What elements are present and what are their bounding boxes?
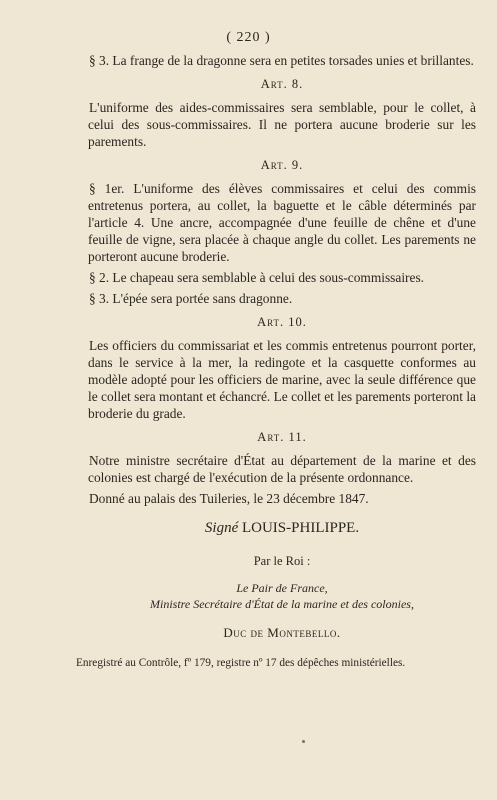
par-le-roi: Par le Roi : bbox=[253, 554, 311, 568]
registration-note: Enregistré au Contrôle, fº 179, registre nº 17 des dépêches ministérielles. bbox=[76, 657, 406, 669]
page-body bbox=[76, 52, 476, 672]
signe-name: LOUIS-PHILIPPE. bbox=[241, 520, 360, 536]
paragraph-chapeau: § 2. Le chapeau sera semblable à celui des sous-commissaires. bbox=[89, 270, 425, 285]
paragraph-donne: Donné au palais des Tuileries, le 23 décembre 1847. bbox=[89, 491, 369, 506]
paragraph-aides-commissaires: L'uniforme des aides-commissaires sera semblable, pour le collet, à celui des sous-commissaires. Il ne portera aucune broderie sur les parements. bbox=[88, 100, 476, 149]
page-number: ( 220 ) bbox=[226, 30, 271, 45]
article-heading-10: Art. 10. bbox=[257, 315, 307, 329]
article-heading-8: Art. 8. bbox=[260, 77, 304, 91]
article-heading-9: Art. 9. bbox=[260, 158, 304, 172]
signe-word: Signé bbox=[204, 520, 239, 536]
pair-de-france: Le Pair de France, bbox=[236, 581, 328, 595]
ink-dot bbox=[302, 740, 305, 743]
paragraph-epee: § 3. L'épée sera portée sans dragonne. bbox=[89, 291, 293, 306]
duc-de-montebello: Duc de Montebello. bbox=[223, 625, 341, 640]
pair-de-france-block bbox=[88, 580, 476, 612]
signature-line bbox=[88, 520, 476, 537]
article-heading-11: Art. 11. bbox=[257, 430, 307, 444]
paragraph-officiers: Les officiers du commissariat et les commis entretenus pourront porter, dans le service à la mer, la redingote et la casquette conformes au modèle adopté pour les officiers de marine, avec la seule différence que le collet sera montant et échancré. Le collet et les parements porteront la broderie du grade. bbox=[88, 338, 476, 421]
paragraph-eleves-commissaires: § 1er. L'uniforme des élèves commissaires et celui des commis entretenus portera, au collet, la baguette et le câble déterminés par l'article 4. Une ancre, accompagnée d'une feuille de chêne et d'une feuille de vigne, sera placée à chaque angle du collet. Les parements ne porteront aucune broderie. bbox=[88, 181, 476, 264]
ministre-title: Ministre Secrétaire d'État de la marine et des colonies, bbox=[150, 597, 414, 611]
paragraph-3-frange: § 3. La frange de la dragonne sera en petites torsades unies et brillantes. bbox=[89, 53, 474, 68]
paragraph-ministre: Notre ministre secrétaire d'État au département de la marine et des colonies est chargé de l'exécution de la présente ordonnance. bbox=[88, 453, 476, 485]
